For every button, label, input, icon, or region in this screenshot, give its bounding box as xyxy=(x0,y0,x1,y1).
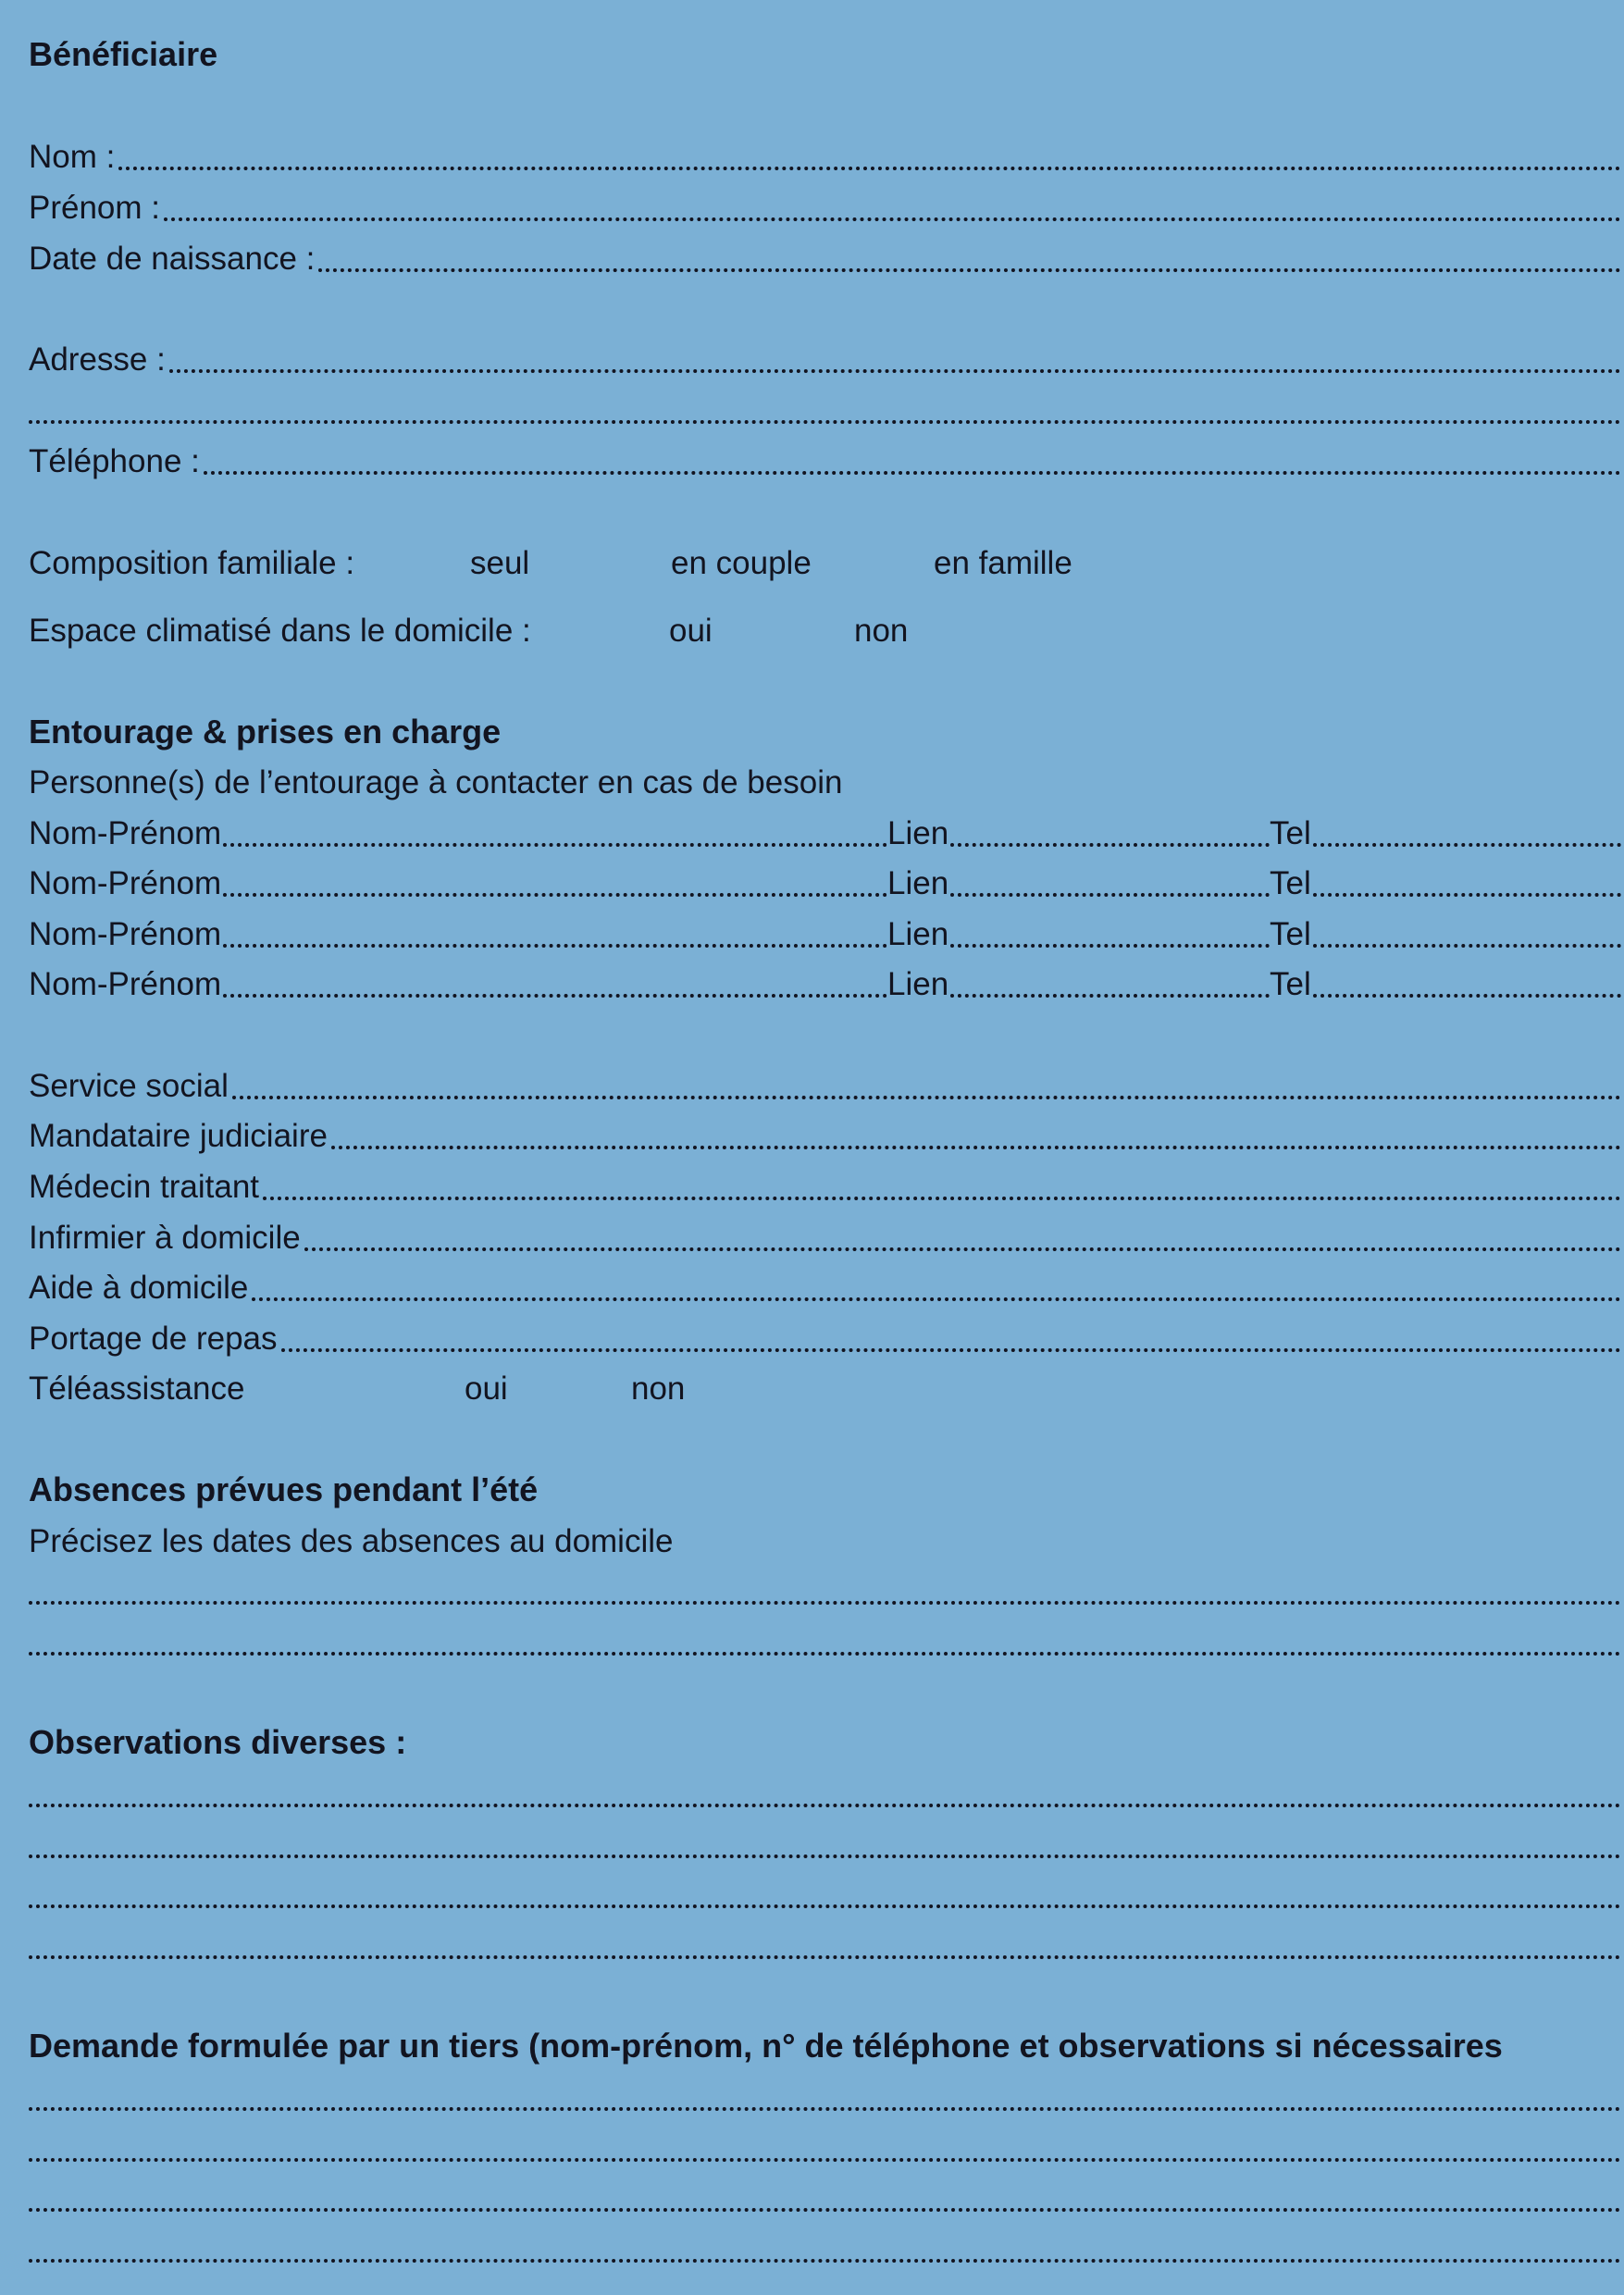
prenom-label: Prénom : xyxy=(29,190,160,226)
contact-name-segment[interactable] xyxy=(29,918,887,958)
aide-fill-line[interactable] xyxy=(252,1297,1621,1301)
infirmier-label: Infirmier à domicile xyxy=(29,1220,301,1256)
medecin-label: Médecin traitant xyxy=(29,1169,260,1205)
adresse-fill-line-2[interactable] xyxy=(29,420,1621,424)
contact-row[interactable] xyxy=(29,861,1621,907)
prenom-field[interactable] xyxy=(29,185,1621,231)
infirmier-fill-line[interactable] xyxy=(304,1247,1621,1251)
demande-line[interactable] xyxy=(29,2176,1621,2222)
option-seul[interactable]: seul xyxy=(470,545,530,581)
section-title: Absences prévues pendant l’été xyxy=(29,1470,539,1508)
adresse-label: Adresse : xyxy=(29,341,166,378)
contact-name-label: Nom-Prénom xyxy=(29,865,222,901)
aide-label: Aide à domicile xyxy=(29,1270,249,1306)
composition-familiale-row xyxy=(29,540,1621,587)
teleassistance-row xyxy=(29,1366,1621,1412)
contact-tel-label: Tel xyxy=(1270,966,1311,1002)
contact-tel-fill-line[interactable] xyxy=(1313,893,1621,897)
date-naissance-field[interactable] xyxy=(29,236,1621,282)
demande-line[interactable] xyxy=(29,2075,1621,2121)
option-climatise-oui[interactable]: oui xyxy=(669,613,713,649)
option-en-couple[interactable]: en couple xyxy=(671,545,812,581)
section-entourage-heading xyxy=(29,710,1621,756)
composition-label: Composition familiale : xyxy=(29,545,355,581)
date-naissance-fill-line[interactable] xyxy=(318,268,1621,272)
prenom-fill-line[interactable] xyxy=(164,217,1621,221)
observations-fill-line[interactable] xyxy=(29,1955,1621,1959)
contact-name-segment[interactable] xyxy=(29,968,887,1008)
contact-link-fill-line[interactable] xyxy=(950,994,1270,998)
contact-name-fill-line[interactable] xyxy=(223,994,887,998)
entourage-subtitle-row xyxy=(29,760,1621,806)
section-title: Entourage & prises en charge xyxy=(29,713,502,751)
contact-name-label: Nom-Prénom xyxy=(29,916,222,952)
absences-line[interactable] xyxy=(29,1619,1621,1666)
contact-name-fill-line[interactable] xyxy=(223,944,887,948)
demande-fill-line[interactable] xyxy=(29,2208,1621,2212)
contact-tel-fill-line[interactable] xyxy=(1313,994,1621,998)
demande-line[interactable] xyxy=(29,2227,1621,2273)
section-absences-heading xyxy=(29,1468,1621,1514)
absences-line[interactable] xyxy=(29,1569,1621,1615)
mandataire-label: Mandataire judiciaire xyxy=(29,1118,328,1154)
option-en-famille[interactable]: en famille xyxy=(934,545,1072,581)
observations-fill-line[interactable] xyxy=(29,1804,1621,1807)
teleassistance-label: Téléassistance xyxy=(29,1371,245,1407)
contact-link-label: Lien xyxy=(887,916,949,952)
contact-link-label: Lien xyxy=(887,966,949,1002)
contact-link-fill-line[interactable] xyxy=(950,893,1270,897)
contact-link-fill-line[interactable] xyxy=(950,944,1270,948)
section-beneficiaire-heading xyxy=(29,32,1621,79)
observations-fill-line[interactable] xyxy=(29,1904,1621,1908)
contact-link-fill-line[interactable] xyxy=(950,843,1270,847)
contact-name-label: Nom-Prénom xyxy=(29,966,222,1002)
section-title: Bénéficiaire xyxy=(29,35,218,73)
observations-line[interactable] xyxy=(29,1771,1621,1817)
demande-fill-line[interactable] xyxy=(29,2259,1621,2263)
absences-instruction-row xyxy=(29,1519,1621,1565)
contact-name-segment[interactable] xyxy=(29,867,887,907)
portage-fill-line[interactable] xyxy=(281,1348,1621,1352)
absences-fill-line[interactable] xyxy=(29,1652,1621,1656)
adresse-field-2[interactable] xyxy=(29,388,1621,434)
nom-field[interactable] xyxy=(29,134,1621,180)
portage-label: Portage de repas xyxy=(29,1321,278,1357)
contact-tel-segment[interactable] xyxy=(1270,968,1621,1008)
infirmier-field[interactable] xyxy=(29,1215,1621,1261)
contact-tel-fill-line[interactable] xyxy=(1313,944,1621,948)
service-social-fill-line[interactable] xyxy=(232,1096,1621,1099)
contact-tel-fill-line[interactable] xyxy=(1313,843,1621,847)
service-social-label: Service social xyxy=(29,1068,229,1104)
demande-line[interactable] xyxy=(29,2126,1621,2172)
contact-row[interactable] xyxy=(29,961,1621,1008)
contact-name-label: Nom-Prénom xyxy=(29,815,222,851)
contact-link-segment[interactable] xyxy=(887,867,1270,907)
espace-climatise-row xyxy=(29,608,1621,654)
contact-name-segment[interactable] xyxy=(29,817,887,857)
mandataire-fill-line[interactable] xyxy=(331,1146,1621,1149)
contact-link-segment[interactable] xyxy=(887,918,1270,958)
adresse-field[interactable] xyxy=(29,337,1621,383)
absences-fill-line[interactable] xyxy=(29,1601,1621,1605)
contact-name-fill-line[interactable] xyxy=(223,843,887,847)
contact-link-label: Lien xyxy=(887,815,949,851)
portage-field[interactable] xyxy=(29,1316,1621,1362)
observations-line[interactable] xyxy=(29,1822,1621,1868)
section-title: Demande formulée par un tiers (nom-prénom, n° de téléphone et observations si nécessaires xyxy=(29,2027,1503,2065)
observations-line[interactable] xyxy=(29,1872,1621,1918)
option-teleassistance-non[interactable]: non xyxy=(631,1371,686,1407)
nom-fill-line[interactable] xyxy=(118,167,1621,170)
service-social-field[interactable] xyxy=(29,1063,1621,1110)
contact-row[interactable] xyxy=(29,811,1621,857)
nom-label: Nom : xyxy=(29,139,116,175)
telephone-field[interactable] xyxy=(29,439,1621,485)
aide-field[interactable] xyxy=(29,1265,1621,1311)
contact-link-label: Lien xyxy=(887,865,949,901)
observations-fill-line[interactable] xyxy=(29,1855,1621,1858)
contact-tel-label: Tel xyxy=(1270,865,1311,901)
contact-tel-segment[interactable] xyxy=(1270,867,1621,907)
contact-tel-label: Tel xyxy=(1270,916,1311,952)
contact-tel-segment[interactable] xyxy=(1270,918,1621,958)
section-observations-heading xyxy=(29,1720,1621,1767)
demande-fill-line[interactable] xyxy=(29,2107,1621,2111)
climatise-label: Espace climatisé dans le domicile : xyxy=(29,613,531,649)
absences-instruction: Précisez les dates des absences au domicile xyxy=(29,1523,674,1559)
demande-fill-line[interactable] xyxy=(29,2158,1621,2162)
observations-line[interactable] xyxy=(29,1923,1621,1969)
contact-tel-segment[interactable] xyxy=(1270,817,1621,857)
contact-name-fill-line[interactable] xyxy=(223,893,887,897)
option-teleassistance-oui[interactable]: oui xyxy=(465,1371,508,1407)
mandataire-field[interactable] xyxy=(29,1113,1621,1160)
contact-link-segment[interactable] xyxy=(887,817,1270,857)
section-title: Observations diverses : xyxy=(29,1723,407,1761)
telephone-label: Téléphone : xyxy=(29,443,200,479)
medecin-field[interactable] xyxy=(29,1164,1621,1210)
contact-row[interactable] xyxy=(29,912,1621,958)
date-naissance-label: Date de naissance : xyxy=(29,241,316,277)
contact-tel-label: Tel xyxy=(1270,815,1311,851)
contact-link-segment[interactable] xyxy=(887,968,1270,1008)
section-demande-heading xyxy=(29,2024,1621,2070)
adresse-fill-line[interactable] xyxy=(169,369,1621,373)
telephone-fill-line[interactable] xyxy=(204,471,1621,475)
entourage-subtitle: Personne(s) de l’entourage à contacter en cas de besoin xyxy=(29,764,843,800)
option-climatise-non[interactable]: non xyxy=(854,613,909,649)
medecin-fill-line[interactable] xyxy=(263,1197,1621,1200)
